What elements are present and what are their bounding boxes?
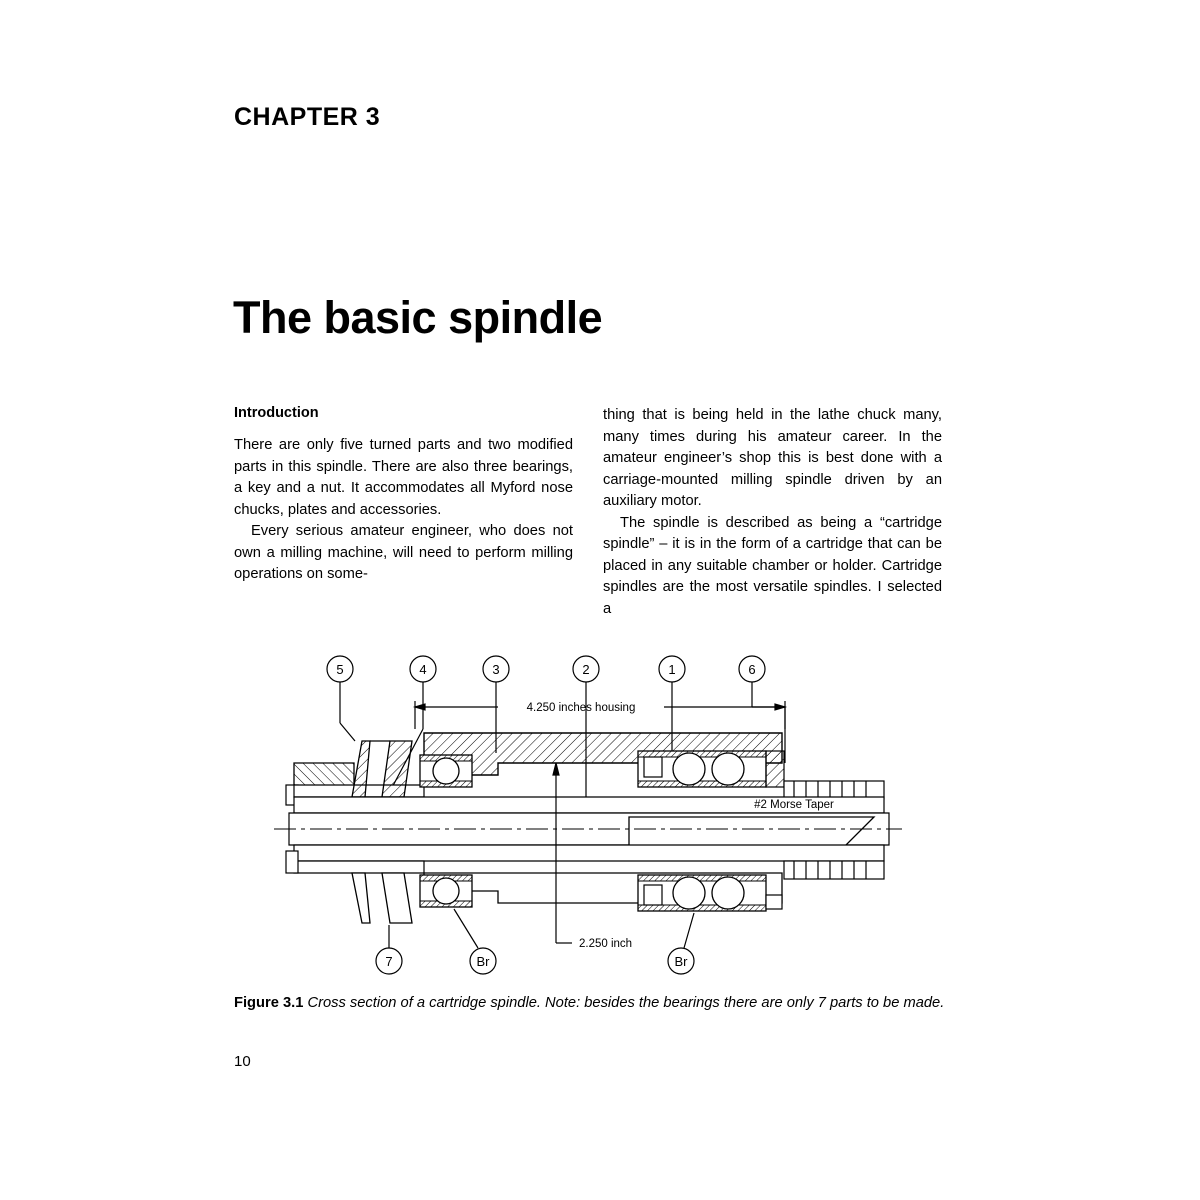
callout-group-bottom (376, 909, 694, 974)
dimension-label-inner: 2.250 inch (579, 938, 633, 950)
paragraph: thing that is being held in the lathe chuck many, many times during his amateur career. In the amateur engineer’s shop this is best done with a carriage-mounted milling spindle driven by an auxiliary motor. (603, 407, 942, 509)
right-collar (766, 751, 784, 787)
callout-label: 6 (748, 662, 756, 677)
chapter-label: CHAPTER 3 (234, 103, 381, 131)
callout-label: Br (674, 954, 688, 969)
figure-image (234, 645, 942, 985)
bearing-upper-right (638, 751, 766, 787)
figure-caption (234, 993, 946, 1014)
bearing-lower-left (420, 875, 472, 907)
right-column (603, 405, 942, 620)
figure-caption-text: Cross section of a cartridge spindle. Note: besides the bearings there are only 7 parts to be made. (307, 995, 945, 1011)
page-title: The basic spindle (233, 292, 603, 344)
callout-label: 5 (336, 662, 344, 677)
page-number: 10 (234, 1053, 251, 1070)
bearing-lower-right (638, 875, 782, 911)
callout-label: Br (476, 954, 490, 969)
spindle-body-lower (294, 845, 884, 861)
paragraph: There are only five turned parts and two modified parts in this spindle. There are also three bearings, a key and a nut. It accommodates all Myford nose chucks, plates and accessories. (234, 437, 573, 518)
callout-label: 3 (492, 662, 500, 677)
body-columns (234, 405, 942, 620)
taper-label: #2 Morse Taper (754, 799, 834, 811)
housing-dimension (415, 701, 785, 729)
callout-label: 2 (582, 662, 590, 677)
paragraph: The spindle is described as being a “cartridge spindle” – it is in the form of a cartridge that can be placed in any suitable chamber or holder. Cartridge spindles are the most versatile spindles. I selected a (603, 514, 942, 617)
callout-label: 1 (668, 662, 676, 677)
pulley-flange-right-lower (382, 873, 412, 923)
left-column (234, 405, 573, 620)
pulley-flange-left-lower (352, 873, 370, 923)
bearing-upper-left (420, 755, 472, 787)
right-outer-sleeve (784, 781, 884, 799)
paragraph: Every serious amateur engineer, who does not own a milling machine, will need to perform milling operations on some- (234, 523, 573, 582)
figure-number: Figure 3.1 (234, 995, 304, 1011)
dimension-label-housing: 4.250 inches housing (526, 702, 636, 714)
callout-label: 4 (419, 662, 427, 677)
right-outer-sleeve-lower (784, 861, 884, 879)
callout-label: 7 (385, 954, 393, 969)
spindle-cross-section-diagram (234, 645, 942, 985)
section-heading: Introduction (234, 405, 319, 421)
